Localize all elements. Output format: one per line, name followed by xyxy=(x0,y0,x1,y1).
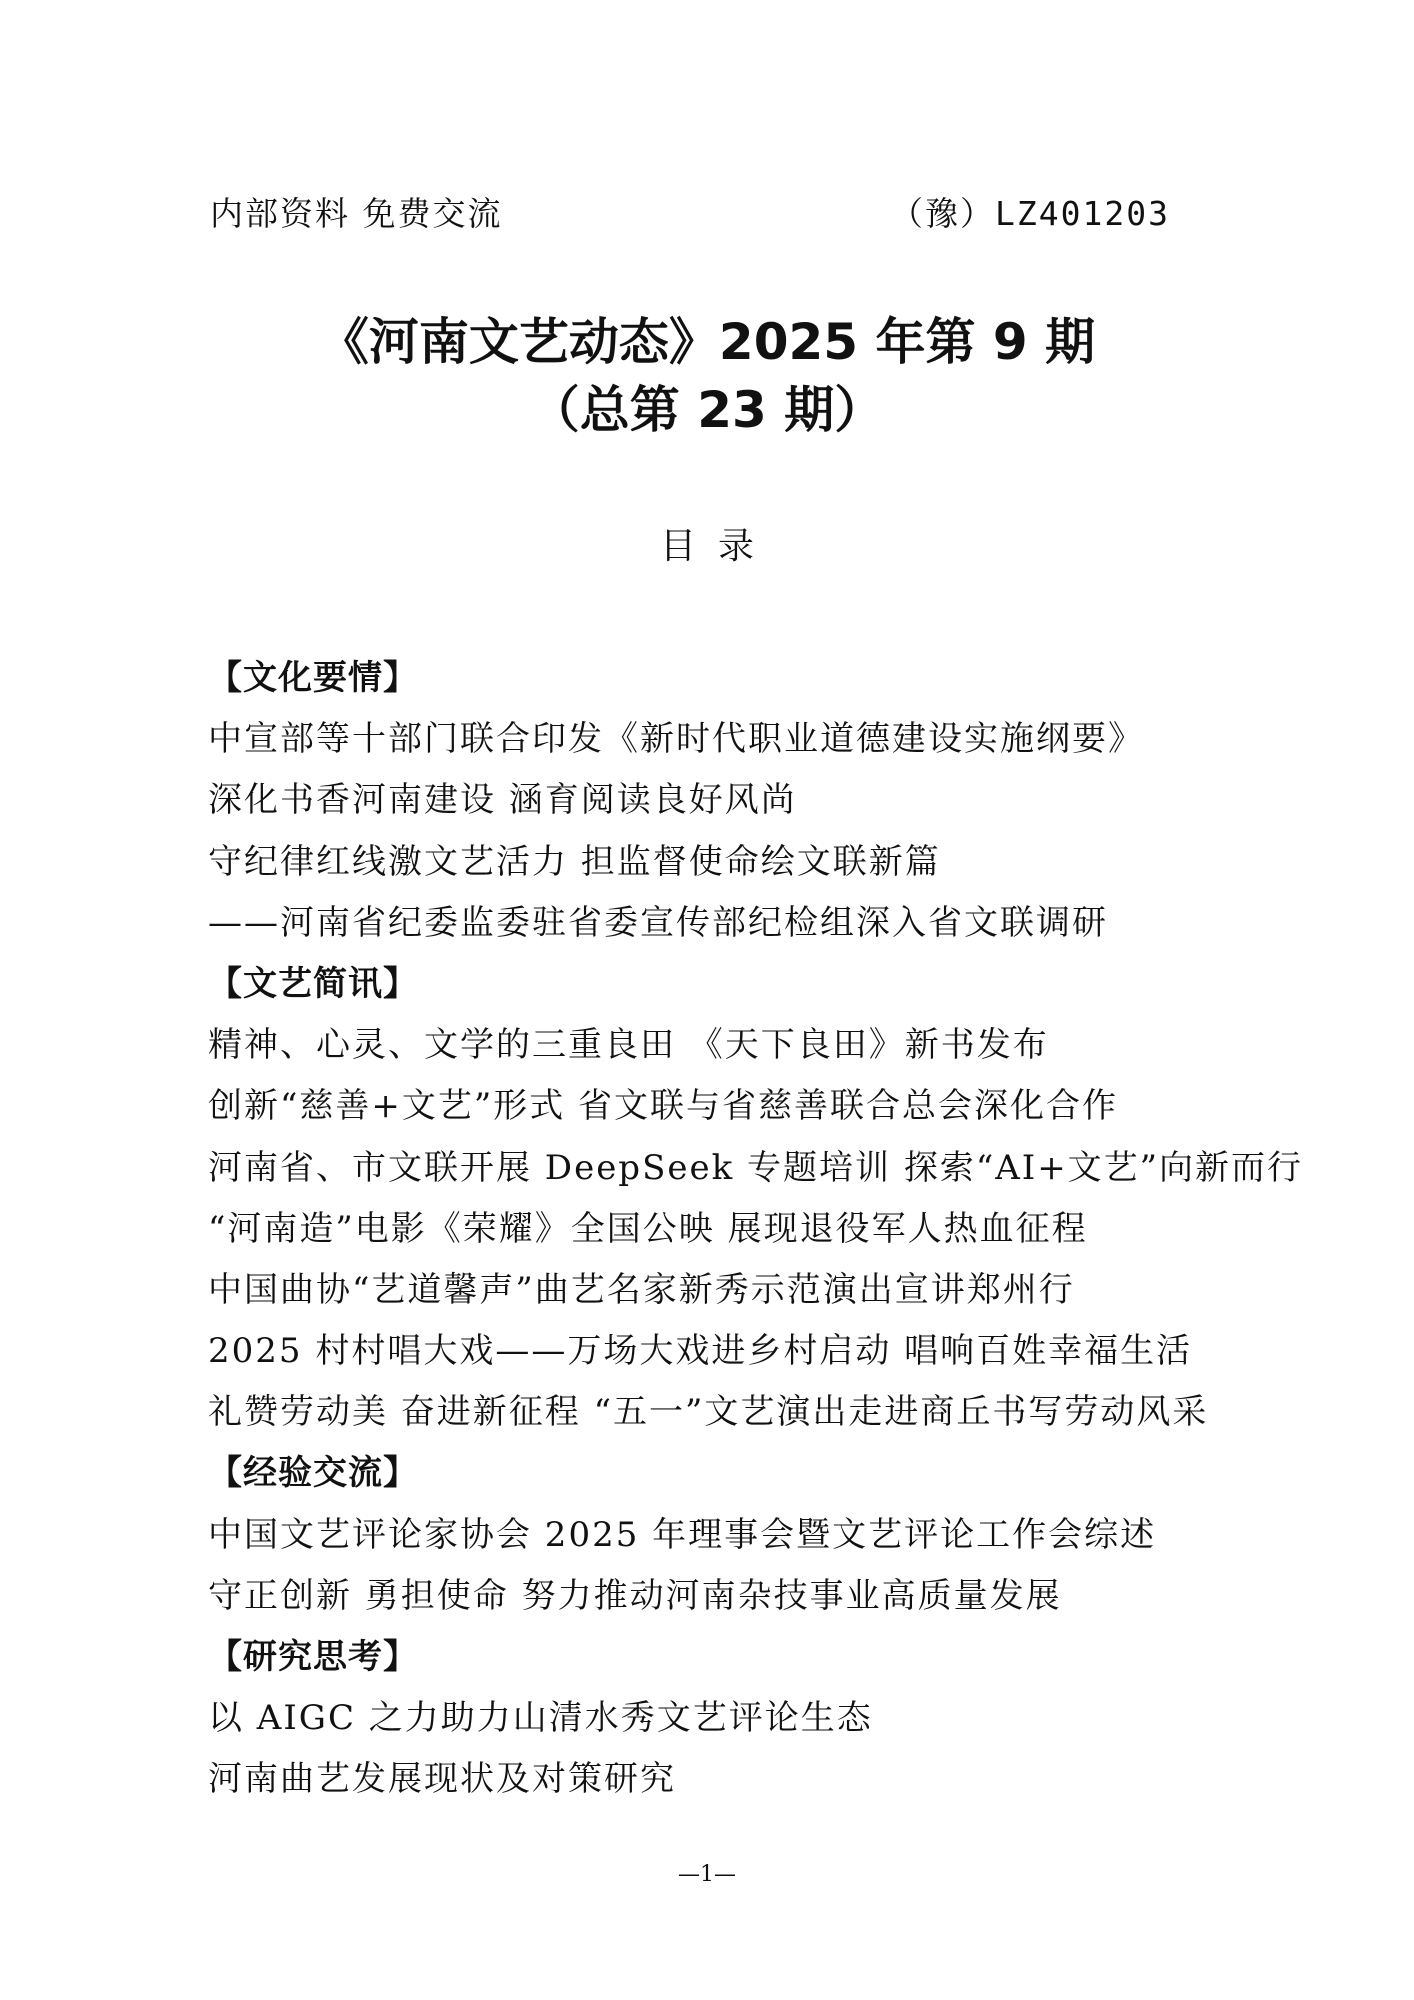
toc-item: 河南省、市文联开展 DeepSeek 专题培训 探索“AI+文艺”向新而行 xyxy=(208,1147,1304,1188)
toc-item: 以 AIGC 之力助力山清水秀文艺评论生态 xyxy=(208,1698,873,1739)
toc-item-subtitle: ——河南省纪委监委驻省委宣传部纪检组深入省文联调研 xyxy=(208,902,1108,943)
toc-item: 礼赞劳动美 奋进新征程 “五一”文艺演出走进商丘书写劳动风采 xyxy=(208,1392,1209,1433)
toc-heading: 目录 xyxy=(659,526,776,567)
toc-section-heading: 【经验交流】 xyxy=(208,1453,418,1494)
header-label: 内部资料 免费交流 xyxy=(210,194,503,233)
toc-item: 中国文艺评论家协会 2025 年理事会暨文艺评论工作会综述 xyxy=(208,1514,1157,1555)
toc-item: “河南造”电影《荣耀》全国公映 展现退役军人热血征程 xyxy=(208,1208,1088,1249)
serial-number: （豫）LZ401203 xyxy=(890,194,1170,233)
toc-section-heading: 【文化要情】 xyxy=(208,658,418,698)
toc-item: 守纪律红线激文艺活力 担监督使命绘文联新篇 xyxy=(208,841,941,882)
toc-item: 中国曲协“艺道馨声”曲艺名家新秀示范演出宣讲郑州行 xyxy=(208,1269,1075,1310)
table-of-contents xyxy=(208,648,1304,1811)
toc-item: 守正创新 勇担使命 努力推动河南杂技事业高质量发展 xyxy=(208,1575,1062,1616)
toc-item: 精神、心灵、文学的三重良田 《天下良田》新书发布 xyxy=(208,1025,1049,1066)
toc-section-heading: 【研究思考】 xyxy=(208,1637,418,1677)
toc-item: 2025 村村唱大戏——万场大戏进乡村启动 唱响百姓幸福生活 xyxy=(208,1331,1193,1372)
page-number: —1— xyxy=(678,1862,736,1887)
toc-section-heading: 【文艺简讯】 xyxy=(208,963,418,1004)
title-line-2: （总第 23 期） xyxy=(529,381,885,439)
toc-item: 深化书香河南建设 涵育阅读良好风尚 xyxy=(208,780,797,821)
toc-item: 中宣部等十部门联合印发《新时代职业道德建设实施纲要》 xyxy=(208,719,1144,760)
document-title xyxy=(0,308,1414,444)
title-line-1: 《河南文艺动态》2025 年第 9 期 xyxy=(318,313,1096,371)
toc-item: 河南曲艺发展现状及对策研究 xyxy=(208,1759,676,1800)
toc-item: 创新“慈善+文艺”形式 省文联与省慈善联合总会深化合作 xyxy=(208,1086,1119,1127)
